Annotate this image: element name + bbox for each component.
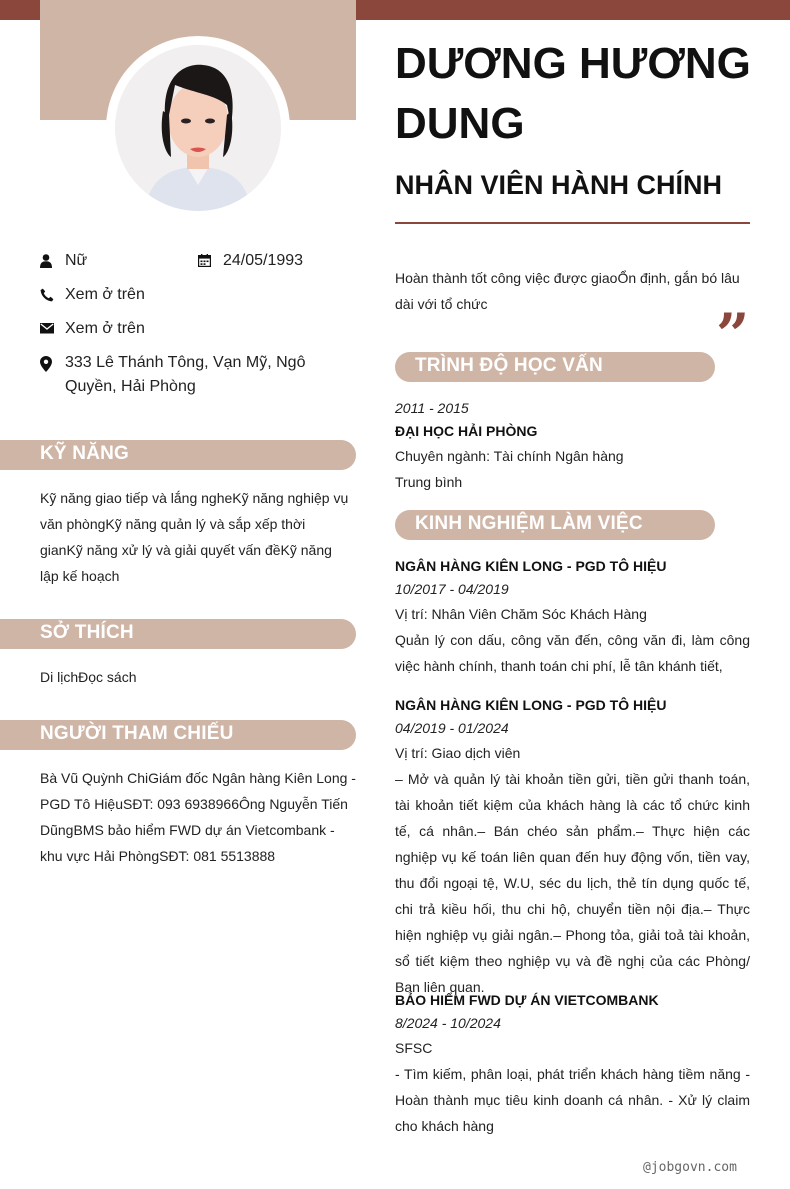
address-value: 333 Lê Thánh Tông, Vạn Mỹ, Ngô Quyền, Hải Phòng — [65, 354, 306, 395]
job-position: SFSC — [395, 1040, 433, 1056]
job-description: - Tìm kiếm, phân loại, phát triển khách hàng tiềm năng - Hoàn thành mục tiêu kinh doanh cá nhân. - Xử lý claim cho khách hàng — [395, 1066, 750, 1134]
references-section-header — [0, 720, 356, 750]
user-icon — [40, 249, 65, 273]
job-position: Vị trí: Giao dịch viên — [395, 745, 521, 761]
objective-text: Hoàn thành tốt công việc được giaoỔn định, gắn bó lâu dài với tổ chức — [395, 270, 740, 312]
job-title: NHÂN VIÊN HÀNH CHÍNH — [395, 170, 723, 200]
job-company: NGÂN HÀNG KIÊN LONG - PGD TÔ HIỆU — [395, 697, 667, 713]
references-text: Bà Vũ Quỳnh ChiGiám đốc Ngân hàng Kiên Long - PGD Tô HiệuSĐT: 093 6938966Ông Nguyễn Tiến DũngBMS bảo hiểm FWD dự án Vietcombank - khu vực Hải PhòngSĐT: 081 5513888 — [40, 770, 356, 864]
education-heading: TRÌNH ĐỘ HỌC VẤN — [415, 355, 603, 376]
skills-section-header — [0, 440, 356, 470]
references-heading: NGƯỜI THAM CHIẾU — [40, 723, 234, 744]
email-icon — [40, 317, 65, 341]
calendar-icon — [198, 249, 223, 273]
education-grade: Trung bình — [395, 474, 463, 490]
hobbies-heading: SỞ THÍCH — [40, 622, 134, 643]
candidate-name: DƯƠNG HƯƠNG DUNG — [395, 39, 751, 148]
education-school: ĐẠI HỌC HẢI PHÒNG — [395, 423, 538, 439]
email-value: Xem ở trên — [65, 320, 145, 337]
avatar — [115, 45, 281, 211]
education-section-header — [395, 352, 715, 382]
education-major: Chuyên ngành: Tài chính Ngân hàng — [395, 448, 624, 464]
job-position: Vị trí: Nhân Viên Chăm Sóc Khách Hàng — [395, 606, 647, 622]
gender-value: Nữ — [65, 252, 88, 269]
job-company: BẢO HIỂM FWD DỰ ÁN VIETCOMBANK — [395, 992, 659, 1008]
address-row — [40, 351, 356, 399]
education-period: 2011 - 2015 — [395, 400, 469, 416]
phone-icon — [40, 283, 65, 307]
hobbies-section-header — [0, 619, 356, 649]
quote-icon: ” — [716, 301, 750, 369]
birthday-value: 24/05/1993 — [223, 252, 304, 269]
experience-heading: KINH NGHIỆM LÀM VIỆC — [415, 513, 643, 534]
map-pin-icon — [40, 351, 65, 399]
phone-row — [40, 283, 145, 307]
email-row — [40, 317, 145, 341]
job-period: 8/2024 - 10/2024 — [395, 1015, 501, 1031]
hobbies-text: Di lịchĐọc sách — [40, 669, 137, 685]
gender-row — [40, 249, 87, 273]
job-description: – Mở và quản lý tài khoản tiền gửi, tiền gửi thanh toán, tài khoản tiết kiệm của khách hàng là các tổ chức kinh tế, cá nhân.– Bán chéo sản phẩm.– Thực hiện các nghiệp vụ kế toán liên quan đến huy động vốn, tiền vay, thu đổi ngoại tệ, W.U, séc du lịch, thẻ tín dụng quốc tế, chi trả kiều hối, thu chi hộ, chuyển tiền nội địa.– Thực hiện nghiệp vụ giải ngân.– Phong tỏa, giải toả tài khoản, sổ tiết kiệm theo nghiệp vụ và đề nghị của các Phòng/ Ban liên quan. — [395, 771, 750, 995]
phone-value: Xem ở trên — [65, 286, 145, 303]
job-company: NGÂN HÀNG KIÊN LONG - PGD TÔ HIỆU — [395, 558, 667, 574]
skills-text: Kỹ năng giao tiếp và lắng ngheKỹ năng nghiệp vụ văn phòngKỹ năng quản lý và sắp xếp thời gianKỹ năng xử lý và giải quyết vấn đềKỹ năng lập kế hoạch — [40, 490, 349, 584]
experience-section-header — [395, 510, 715, 540]
birthday-row — [198, 249, 303, 273]
job-period: 10/2017 - 04/2019 — [395, 581, 509, 597]
title-divider — [395, 222, 750, 224]
job-period: 04/2019 - 01/2024 — [395, 720, 509, 736]
skills-heading: KỸ NĂNG — [40, 443, 130, 464]
job-description: Quản lý con dấu, công văn đến, công văn đi, làm công việc hành chính, thanh toán chi phí, lễ tân khánh tiết, — [395, 632, 750, 674]
footer-watermark: @jobgovn.com — [643, 1160, 737, 1175]
